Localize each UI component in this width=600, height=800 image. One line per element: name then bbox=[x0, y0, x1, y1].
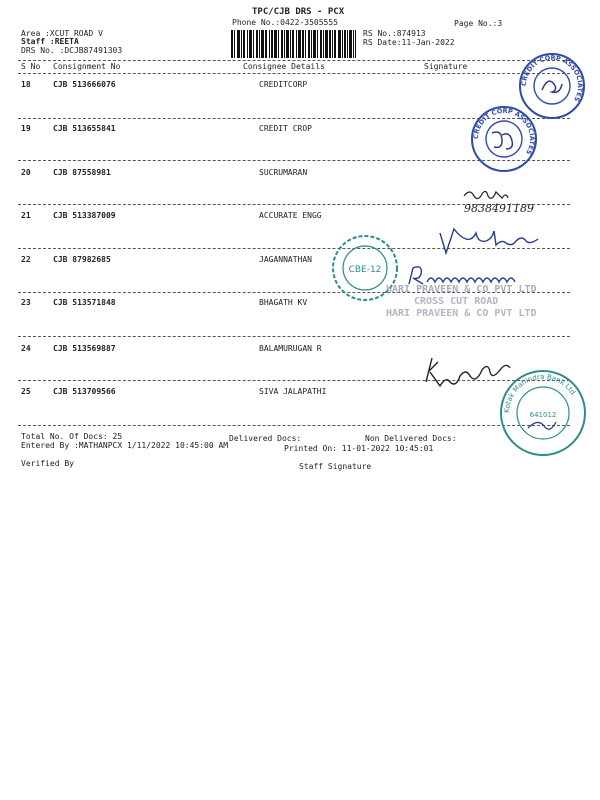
stamp-line: HARI PRAVEEN & CO PVT LTD bbox=[386, 308, 537, 319]
row-sno: 23 bbox=[21, 298, 31, 307]
entered-by: Entered By :MATHANPCX 1/11/2022 10:45:00 AM bbox=[21, 441, 229, 450]
stamp-line: CROSS CUT ROAD bbox=[414, 296, 499, 307]
row-consignee: CREDITCORP bbox=[259, 80, 308, 89]
column-consignment: Consignment No bbox=[53, 62, 121, 71]
row-consignee: BHAGATH KV bbox=[259, 298, 308, 307]
row-sno: 22 bbox=[21, 255, 31, 264]
stamp-code: 641012 bbox=[529, 411, 557, 419]
phone-number: Phone No.:0422-3505555 bbox=[232, 18, 338, 27]
handwritten-signature-venkatesh bbox=[436, 225, 561, 259]
column-consignee: Consignee Details bbox=[243, 62, 325, 71]
svg-text:CREDIT CORP ASSOCIATES bbox=[472, 107, 536, 156]
barcode-image bbox=[231, 30, 356, 58]
row-consignee: ACCURATE ENGG bbox=[259, 211, 322, 220]
row-consignment: CJB 513569887 bbox=[53, 344, 116, 353]
non-delivered-docs: Non Delivered Docs: bbox=[365, 434, 457, 443]
row-consignment: CJB 513387009 bbox=[53, 211, 116, 220]
row-sno: 24 bbox=[21, 344, 31, 353]
total-docs: Total No. Of Docs: 25 bbox=[21, 432, 123, 441]
page-number: Page No.:3 bbox=[454, 19, 503, 28]
row-sno: 19 bbox=[21, 124, 31, 133]
column-signature: Signature bbox=[424, 62, 468, 71]
stamp-text: CREDIT CORP ASSOCIATES bbox=[471, 106, 537, 157]
row-consignment: CJB 513571848 bbox=[53, 298, 116, 307]
stamp-text: CREDIT CORP ASSOCIATES bbox=[519, 53, 585, 104]
row-divider bbox=[18, 425, 570, 426]
row-consignment: CJB 513709566 bbox=[53, 387, 116, 396]
area-label: Area :XCUT ROAD V bbox=[21, 29, 103, 38]
staff-signature-label: Staff Signature bbox=[299, 462, 372, 471]
printed-on: Printed On: 11-01-2022 10:45:01 bbox=[284, 444, 434, 453]
staff-label: Staff :REETA bbox=[21, 37, 79, 46]
document-title: TPC/CJB DRS - PCX bbox=[252, 7, 345, 17]
row-consignment: CJB 513655841 bbox=[53, 124, 116, 133]
handwritten-number: 9838491189 bbox=[464, 202, 534, 215]
stamp-code: CBE-12 bbox=[348, 265, 382, 275]
svg-text:CREDIT CORP ASSOCIATES bbox=[520, 54, 584, 103]
credit-corp-stamp-2 bbox=[470, 105, 538, 173]
row-consignment: CJB 87982685 bbox=[53, 255, 111, 264]
header-divider-top bbox=[18, 60, 570, 61]
bank-round-stamp bbox=[498, 368, 588, 458]
firm-rect-stamp bbox=[386, 284, 582, 334]
row-sno: 18 bbox=[21, 80, 31, 89]
delivered-docs: Delivered Docs: bbox=[229, 434, 302, 443]
row-consignment: CJB 87558981 bbox=[53, 168, 111, 177]
row-divider bbox=[18, 336, 570, 337]
row-consignee: JAGANNATHAN bbox=[259, 255, 312, 264]
row-consignee: CREDIT CROP bbox=[259, 124, 312, 133]
row-consignee: BALAMURUGAN R bbox=[259, 344, 322, 353]
stamp-text: Kotak Mahindra Bank Ltd. bbox=[502, 372, 579, 414]
row-sno: 25 bbox=[21, 387, 31, 396]
verified-by: Verified By bbox=[21, 459, 74, 468]
row-consignee: SIVA JALAPATHI bbox=[259, 387, 327, 396]
stamp-line: HARI PRAVEEN & CO PVT LTD bbox=[386, 284, 537, 295]
header-divider-bottom bbox=[18, 73, 570, 74]
row-consignment: CJB 513666076 bbox=[53, 80, 116, 89]
row-sno: 20 bbox=[21, 168, 31, 177]
rs-date: RS Date:11-Jan-2022 bbox=[363, 38, 455, 47]
row-sno: 21 bbox=[21, 211, 31, 220]
drs-number: DRS No. :DCJB87491303 bbox=[21, 46, 123, 55]
handwritten-phone-signature bbox=[462, 186, 562, 216]
rs-number: RS No.:874913 bbox=[363, 29, 426, 38]
column-sno: S No bbox=[21, 62, 41, 71]
row-consignee: SUCRUMARAN bbox=[259, 168, 308, 177]
